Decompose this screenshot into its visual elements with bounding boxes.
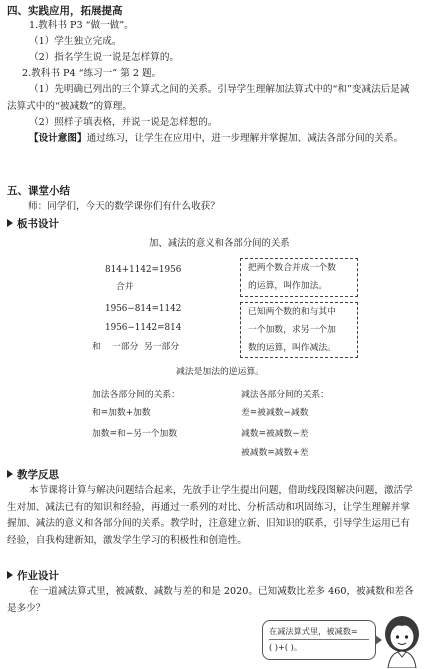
sec4-design-intent <box>7 131 419 148</box>
add-relations-title: 加法各部分间的关系： <box>92 390 180 400</box>
triangle-bullet-icon <box>7 219 13 227</box>
sec4-line-6: （2）照样子填表格，并说一说是怎样想的。 <box>29 117 218 128</box>
bubble-line-1: 在减法算式里，被减数= <box>269 626 358 636</box>
triangle-bullet-icon <box>7 470 13 478</box>
homework-title: 作业设计 <box>7 568 59 583</box>
section-5-title: 五、课堂小结 <box>7 185 70 197</box>
sec4-line-1: 1.教科书 P3 “做一做”。 <box>29 20 134 31</box>
sec5-line-1: 师：同学们，今天的数学课你们有什么收获？ <box>28 201 220 212</box>
bubble-line-2: ( )+( )。 <box>269 642 303 652</box>
sub-relation-1: 差=被减数−减数 <box>241 408 309 418</box>
board-heading: 加、减法的意义和各部分间的关系 <box>149 238 290 249</box>
design-intent-text: 通过练习，让学生在应用中，进一步理解并掌握加、减法各部分间的关系。 <box>86 133 404 144</box>
box1-line-1: 把两个数合并成一个数 <box>248 263 336 273</box>
board-design-title: 板书设计 <box>7 216 59 231</box>
triangle-bullet-icon <box>7 571 13 579</box>
box2-line-1: 已知两个数的和与其中 <box>248 307 336 317</box>
add-relation-1: 和=加数+加数 <box>92 408 151 418</box>
board-eq-1: 814+1142=1956 <box>105 265 182 275</box>
board-eq-2: 1956−814=1142 <box>105 304 182 314</box>
sec4-line-4: 2.教科书 P4 “练习一” 第 2 题。 <box>22 68 162 79</box>
homework-text: 在一道减法算式里，被减数、减数与差的和是 2020。已知减数比差多 460，被减数和差各是多少？ <box>7 586 414 614</box>
reflection-title: 教学反思 <box>7 467 59 482</box>
bubble-divider <box>269 639 369 640</box>
box1-line-2: 的运算，叫作加法。 <box>248 281 328 291</box>
sub-relation-2: 减数=被减数−差 <box>241 429 309 439</box>
sub-relations-title: 减法各部分间的关系： <box>241 390 329 400</box>
board-inverse-note: 减法是加法的逆运算。 <box>176 367 264 377</box>
board-parts-label: 和 一部分 另一部分 <box>92 342 180 352</box>
subtraction-definition-box <box>240 302 358 358</box>
sec4-line-5: （1）先明确已列出的三个算式之间的关系。引导学生理解加法算式中的“和”变减法后是减法算式中的“被减数”的算理。 <box>7 84 410 112</box>
box2-line-3: 数的运算，叫作减法。 <box>248 343 336 353</box>
hint-speech-bubble <box>262 620 376 660</box>
section-4-title: 四、实践应用，拓展提高 <box>7 5 123 17</box>
board-merge-label: 合并 <box>116 282 134 292</box>
add-relation-2: 加数=和−另一个加数 <box>92 429 178 439</box>
reflection-text: 本节课将计算与解决问题结合起来，先放手让学生提出问题，借助线段图解决问题，激活学生对加、减法已有的知识和经验，再通过一系列的对比、分析活动和巩固练习，让学生理解并掌握加、减法的意义和各部分间的关系。教学时，注意建立新、旧知识的联系，引导学生运用已有经验，自我构建新知，激发学生学习的积极性和创造性。 <box>7 485 413 546</box>
girl-illustration-icon <box>378 612 426 668</box>
box2-line-2: 一个加数，求另一个加 <box>248 325 336 335</box>
sec4-line-2: （1）学生独立完成。 <box>29 36 122 47</box>
addition-definition-box <box>240 258 358 297</box>
sub-relation-3: 被减数=减数+差 <box>241 448 309 458</box>
sec4-line-3: （2）指名学生说一说是怎样算的。 <box>29 52 180 63</box>
board-eq-3: 1956−1142=814 <box>105 323 182 333</box>
design-intent-label: 【设计意图】 <box>29 133 87 144</box>
